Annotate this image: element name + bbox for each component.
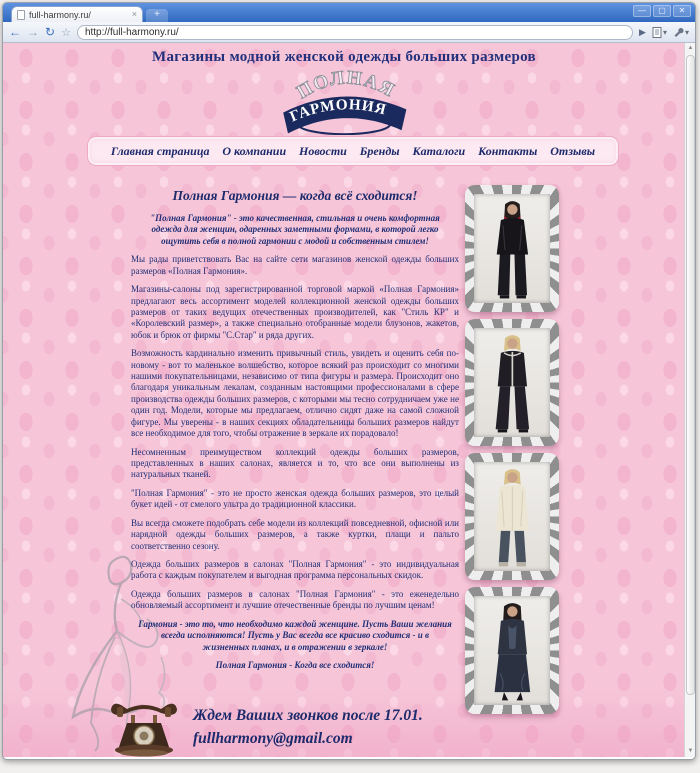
paragraph-lead: "Полная Гармония" - это качественная, стильная и очень комфортная одежда для женщин, одаренных заметными формами, в которой легко ощутить себя в полной гармонии с модой и собственным стилем!: [150, 213, 440, 246]
logo-bottom-text: ГАРМОНИЯ: [287, 96, 389, 126]
wrench-icon: [673, 27, 684, 38]
page-title: Магазины модной женской одежды больших размеров: [152, 49, 536, 65]
article: [131, 188, 459, 678]
article-heading: Полная Гармония — когда всё сходится!: [172, 188, 418, 203]
paragraph: Мы рады приветствовать Вас на сайте сети магазинов женской одежды больших размеров «Полная Гармония».: [131, 254, 459, 276]
nav-item-brands[interactable]: Бренды: [359, 143, 400, 158]
ornate-frame: [465, 453, 559, 580]
paragraph: Несомненным преимуществом коллекций одежды больших размеров, представленных в наших салонах, является и то, что все они выполнены из натуральных тканей.: [131, 446, 459, 480]
scroll-down-arrow[interactable]: ▼: [687, 748, 694, 754]
go-arrow-icon[interactable]: ▶: [639, 26, 646, 37]
model-black-suit-white-trim: [481, 332, 544, 437]
nav-item-news[interactable]: Новости: [298, 143, 347, 158]
email-address: fullharmony@gmail.com: [193, 730, 353, 748]
full-harmony-logo[interactable]: [264, 63, 424, 135]
bookmark-star-icon[interactable]: ☆: [61, 26, 71, 39]
browser-toolbar: [3, 22, 695, 43]
model-photo-4: [474, 596, 550, 705]
paragraph: Вы всегда сможете подобрать себе модели из коллекций повседневной, офисной или нарядной одежды больших размеров, а также куртки, плащи и пальто соответственно сезону.: [131, 517, 459, 551]
model-photo-1: [474, 194, 550, 303]
browser-window: [2, 2, 696, 760]
paragraph: Одежда больших размеров в салонах "Полная Гармония" - это еженедельно обновляемый ассортимент и лучшие отечественные бренды по лучшим ценам!: [131, 588, 459, 611]
page-scrollbar[interactable]: [684, 43, 695, 757]
scrollbar-thumb[interactable]: [686, 55, 695, 695]
minimize-button[interactable]: —: [633, 5, 651, 17]
nav-item-contacts[interactable]: Контакты: [478, 143, 538, 158]
photo-gallery: [465, 185, 559, 714]
model-photo-2: [474, 328, 550, 437]
model-black-jacket-red-collar: [481, 198, 544, 303]
paragraph: "Полная Гармония" - это не просто женская одежда больших размеров, это целый букет идей - от смелого ультра до традиционной классики.: [131, 487, 459, 510]
reload-button[interactable]: ↻: [45, 25, 56, 39]
paragraph: Магазины-салоны под зарегистрированной торговой маркой «Полная Гармония» предлагают весь ассортимент моделей коллекционной женской одежды больших размеров от таких ведущих отечественных производителей, как "Стиль КР" и «Королевский размер», а также специально отобранные модели блузонов, жакетов, юбок и брюк от фирмы "С.Стар" и ряда других.: [131, 284, 459, 340]
tab-close-icon[interactable]: ×: [131, 9, 137, 19]
page-content: [3, 43, 695, 757]
nav-item-reviews[interactable]: Отзывы: [550, 143, 596, 158]
browser-titlebar: [3, 3, 695, 22]
ornate-frame: [465, 587, 559, 714]
wrench-menu-button[interactable]: ▾: [673, 27, 689, 38]
paragraph-slogan: Полная Гармония - Когда все сходится!: [215, 659, 375, 670]
vintage-telephone-icon: [103, 695, 185, 757]
ornate-frame: [465, 319, 559, 446]
favicon-icon: [17, 10, 25, 20]
paragraph: Возможность кардинально изменить привычный стиль, увидеть и оценить себя по-новому - вот то маленькое волшебство, которое всякий раз происходит со многими нашими покупательницами, независимо от типа фигуры и размера. Происходит оно благодаря уникальным лекалам, созданным настоящими профессионалами в сфере производства одежды больших размеров, с которыми мы тесно сотрудничаем уже не один год. Модели, которые мы предлагаем, отлично сидят даже на самой сложной фигуре. Мы уверены - в наших секциях обладательницы больших размеров найдут все необходимое для того, чтобы отражение в зеркале их порадовало!: [131, 348, 459, 439]
tab-title: full-harmony.ru/: [29, 9, 91, 20]
address-bar[interactable]: [77, 25, 633, 40]
footer-contacts: [193, 704, 493, 751]
maximize-button[interactable]: ▢: [653, 5, 671, 17]
nav-item-about[interactable]: О компании: [222, 143, 287, 158]
model-dark-jacket-long-skirt: [481, 600, 544, 705]
new-tab-button[interactable]: +: [146, 9, 168, 22]
model-photo-3: [474, 462, 550, 571]
scroll-up-arrow[interactable]: ▲: [687, 45, 694, 51]
browser-tab[interactable]: [11, 6, 143, 22]
page-icon: [652, 27, 662, 38]
ornate-frame: [465, 185, 559, 312]
page-menu-button[interactable]: ▾: [652, 27, 667, 38]
paragraph-signoff: Гармония - это то, что необходимо каждой женщине. Пусть Ваши желания всегда исполняются! Пусть у Вас всегда все красиво сходится - и в жизненных планах, и в отражении в зеркале!: [138, 618, 452, 652]
close-button[interactable]: ✕: [673, 5, 691, 17]
back-button[interactable]: ←: [9, 25, 21, 39]
logo-top-text: ПОЛНАЯ: [293, 67, 399, 104]
nav-item-home[interactable]: Главная страница: [110, 143, 210, 158]
main-navigation: [87, 136, 619, 166]
paragraph: Одежда больших размеров в салонах "Полная Гармония" - это индивидуальная работа с каждым покупателем и выгодная программа персональных скидок.: [131, 558, 459, 581]
phone-note: Ждем Ваших звонков после 17.01.: [193, 707, 423, 724]
address-url: http://full-harmony.ru/: [84, 26, 179, 38]
forward-button[interactable]: →: [27, 25, 39, 39]
model-cream-coat: [481, 466, 544, 571]
nav-item-catalogs[interactable]: Каталоги: [412, 143, 466, 158]
